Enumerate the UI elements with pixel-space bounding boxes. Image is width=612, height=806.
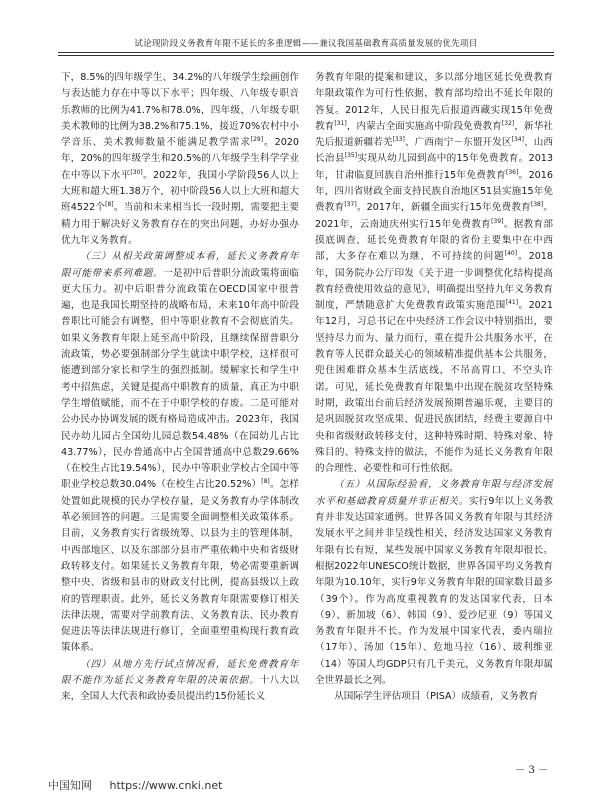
paragraph: （四）从地方先行试点情况看，延长免费教育年限不能作为延长义务教育年限的决策依据。十八大以来，全国人大代表和政协委员提出约15份延长义 (61, 658, 300, 703)
right-column (315, 70, 553, 706)
citation-ref: [32] (501, 119, 515, 127)
section-lead: （三）从相关政策调整成本看，延长义务教育年限可能带来系列难题。 (61, 251, 299, 279)
citation-ref: [33] (392, 136, 405, 143)
citation-ref: [36] (506, 168, 519, 176)
citation-ref: [40] (504, 250, 518, 258)
footer (48, 777, 222, 793)
header-rule-top (58, 52, 554, 53)
citation-ref: [30] (130, 168, 143, 176)
paragraph: （五）从国际经验看，义务教育年限与经济发展水平和基础教育质量并非正相关。实行9年以上义务教育并非发达国家通例。世界各国义务教育年限与其经济发展水平之间并非呈线性相关，经济发达国家义务教育年限有长有短，某些发展中国家义务教育年限却很长。根据2022年UNESCO统计数据，世界各国平均义务教育年限为10.10年，实行9年义务教育年限的国家数目最多（39个）。作为高度重视教育的发达国家代表，日本（9）、新加坡（6）、韩国（9）、爱沙尼亚（9）等国义务教育年限并不长。作为发展中国家代表，委内瑞拉（17年）、汤加（15年）、危地马拉（16）、玻利维亚（14）等国人均GDP只有几千美元，义务教育年限却属全世界最长之列。 (315, 479, 553, 686)
citation-ref: [37] (344, 201, 357, 209)
citation-ref: [29] (250, 136, 264, 143)
citation-ref: [41] (505, 298, 519, 306)
header-rule-bottom (58, 55, 554, 56)
citation-ref: [35] (344, 152, 358, 160)
citation-ref: [8] (105, 201, 114, 209)
page-number: － 3 － (515, 765, 548, 776)
paragraph: 务教育年限的提案和建议，多以部分地区延长免费教育年限政策作为可行性依据，教育部均给出不延长年限的答复。2012年，人民日报先后报道西藏实现15年免费教育[31]，内蒙古全面实施高中阶段免费教育[32]，新华社先后报道新疆若羌[33]、广西南宁－东盟开发区[34]、山西长治县[35]实现从幼儿园到高中的15年免费教育。2013年，甘肃临夏回族自治州推行15年免费教育[36]。2016年，四川省财政全面支持民族自治地区51县实施15年免费教育[37]。2017年，新疆全面实行15年免费教育[38]。2021年，云南迪庆州实行15年免费教育[39]。据教育部摸底调查，延长免费教育年限的省份主要集中在中西部，大多存在难以为继、不可持续的问题[40]。2018年，国务院办公厅印发《关于进一步调整优化结构提高教育经费使用效益的意见》，明确提出坚持九年义务教育制度，严禁随意扩大免费教育政策实施范围[41]。2021年12月，习总书记在中央经济工作会议中特别指出，要坚持尽力而为、量力而行，重在提升公共服务水平，在教育等人民群众最关心的领域精准提供基本公共服务，兜住困难群众基本生活底线，不吊高胃口、不空头许诺。可见，延长免费教育年限集中出现在脱贫攻坚特殊时期，政策出台前后经济发展预期普遍乐观，主要目的是巩固脱贫攻坚成果、促进民族团结，经费主要源自中央和省级财政转移支付，这种特殊时期、特殊对象、特殊目的、特殊支持的做法，不能作为延长义务教育年限的合理性、必要性和可行性依据。 (315, 72, 554, 475)
footer-brand: 中国知网 (48, 779, 92, 792)
citation-ref: [31] (334, 119, 347, 127)
section-lead: （四）从地方先行试点情况看，延长免费教育年限不能作为延长义务教育年限的决策依据。 (61, 658, 299, 686)
citation-ref: [8] (261, 478, 270, 486)
left-column (61, 70, 299, 706)
citation-ref: [39] (491, 217, 504, 225)
footer-url[interactable]: https://www.cnki.net (109, 779, 223, 792)
citation-ref: [38] (530, 201, 544, 209)
paragraph: 从国际学生评估项目（PISA）成绩看，义务教育 (334, 691, 538, 703)
running-header: 试论现阶段义务教育年限不延长的多重逻辑——兼议我国基础教育高质量发展的优先项目 (134, 39, 478, 49)
citation-ref: [34] (511, 136, 524, 143)
paragraph: （三）从相关政策调整成本看，延长义务教育年限可能带来系列难题。一是初中后普职分流政策将面临更大压力。初中后职普分流政策在OECD国家中很普遍，也是我国长期坚持的战略布局，未来10年高中阶段普职比可能会有调整，但中等职业教育不会彻底消失。如果义务教育年限上延至高中阶段，且继续保留普职分流政策，势必要强制部分学生就读中职学校，这样很可能遭到部分家长和学生的强烈抵制。缓解家长和学生中考中招焦虑，关键是提高中职教育的质量，真正为中职学生增值赋能，而不在于中职学校的存废。二是可能对公办民办协调发展的既有格局造成冲击。2023年，我国民办幼儿园占全国幼儿园总数54.48%（在园幼儿占比43.77%），民办普通高中占全国普通高中总数29.66%（在校生占比19.54%），民办中等职业学校占全国中等职业学校总数30.04%（在校生占比20.52%）[8]。怎样处置如此规模的民办学校存量，是义务教育办学体制改革必须回答的问题。三是需要全面调整相关政策体系。目前，义务教育实行省级统筹、以县为主的管理体制，中西部地区、以及东部部分县市严重依赖中央和省级财政转移支付。如果延长义务教育年限，势必需要重新调整中央、省级和县市的财政支付比例，提高县级以上政府的管理职责。此外，延长义务教育年限需要修订相关法律法规，需要对学前教育法、义务教育法、民办教育促进法等法律法规进行修订，全面重塑重构现行教育政策体系。 (61, 251, 300, 654)
paragraph: 下，8.5%的四年级学生、34.2%的八年级学生绘画创作与表达能力存在中等以下水平；四年级、八年级专职音乐教师的比例为41.7%和78.0%，四年级、八年级专职美术教师的比例为38.2%和75.1%，接近70%农村中小学音乐、美术教师数量不能满足教学需求[29]。2020年，20%的四年级学生和20.5%的八年级学生科学学业在中等以下水平[30]。2022年，我国小学阶段56人以上大班和超大班1.38万个，初中阶段56人以上大班和超大班4522个[8]。当前和未来相当长一段时期，需要把主要精力用于解决好义务教育存在的突出问题，办好办强办优九年义务教育。 (61, 72, 300, 246)
section-lead: （五）从国际经验看，义务教育年限与经济发展水平和基础教育质量并非正相关。 (315, 479, 553, 507)
